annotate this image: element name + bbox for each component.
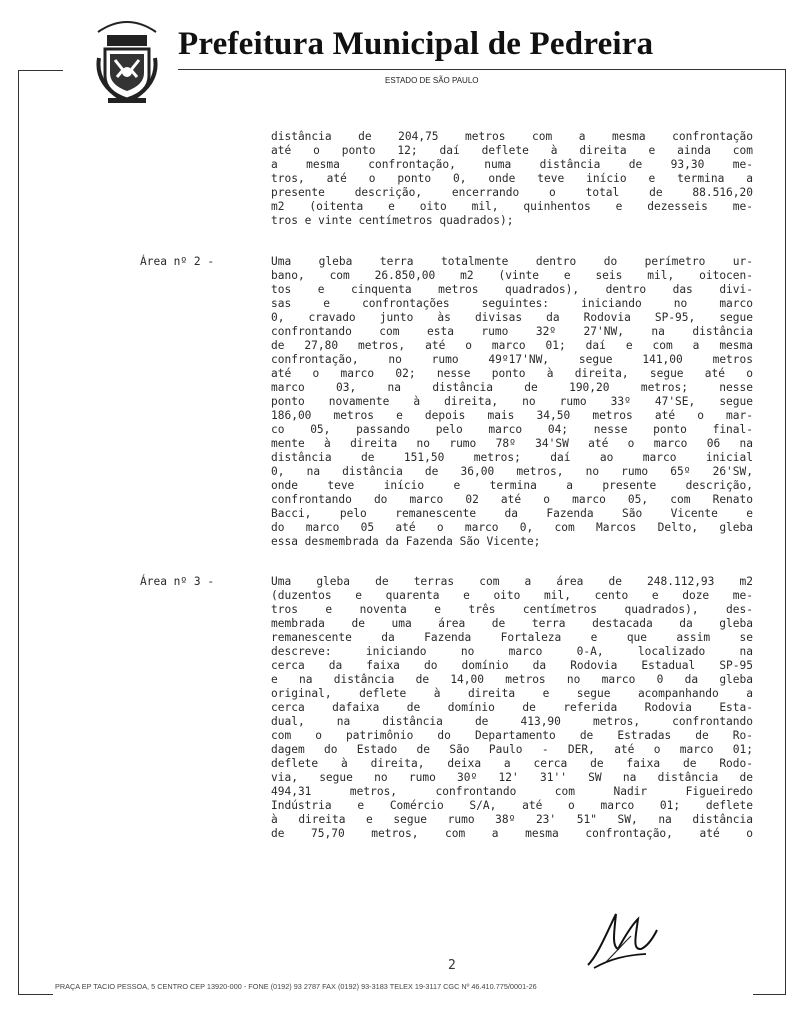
area-3-line: Uma gleba de terras com a área de 248.112,93 m2 <box>271 575 753 588</box>
municipal-seal-icon <box>92 10 162 106</box>
continuation-line: m2 (oitenta e oito mil, quinhentos e dezesseis me- <box>271 200 753 213</box>
area-3-line: à direita e segue rumo 38º 23' 51" SW, na distância <box>271 813 753 826</box>
area-3-line: Indústria e Comércio S/A, até o marco 01; deflete <box>271 799 753 812</box>
area-3-line: com o patrimônio do Departamento de Estradas de Ro- <box>271 729 753 742</box>
continuation-line: tros, até o ponto 0, onde teve início e termina a <box>271 172 753 185</box>
area-3-line: cerca dafaixa de domínio de referida Rodovia Esta- <box>271 701 753 714</box>
area-3-label: Área nº 3 - <box>140 575 215 588</box>
area-2-line: distância de 151,50 metros; daí ao marco inicial <box>271 451 753 464</box>
area-3-line: e na distância de 14,00 metros no marco 0 da gleba <box>271 673 753 686</box>
area-3-line: dual, na distância de 413,90 metros, confrontando <box>271 715 753 728</box>
area-2-line: confrontação, no rumo 49º17'NW, segue 141,00 metros <box>271 353 753 366</box>
area-2-line: essa desmembrada da Fazenda São Vicente; <box>271 535 541 548</box>
header-rule-right <box>178 69 785 70</box>
continuation-line: a mesma confrontação, numa distância de 93,30 me- <box>271 158 753 171</box>
area-3-line: dagem do Estado de São Paulo - DER, até o marco 01; <box>271 743 753 756</box>
area-3-line: tros e noventa e três centímetros quadrados), des- <box>271 603 753 616</box>
area-2-label: Área nº 2 - <box>140 255 215 268</box>
page-title: Prefeitura Municipal de Pedreira <box>178 26 654 62</box>
area-2-line: até o marco 02; nesse ponto à direita, segue até o <box>271 367 753 380</box>
continuation-line: tros e vinte centímetros quadrados); <box>271 214 514 227</box>
area-2-line: 0, na distância de 36,00 metros, no rumo 65º 26'SW, <box>271 465 753 478</box>
header-rule-left <box>18 70 63 71</box>
left-border <box>18 70 19 995</box>
area-3-line: (duzentos e quarenta e oito mil, cento e doze me- <box>271 589 753 602</box>
area-2-line: do marco 05 até o marco 0, com Marcos Delto, gleba <box>271 521 753 534</box>
area-3-line: original, deflete à direita e segue acompanhando a <box>271 687 753 700</box>
page-number: 2 <box>448 958 456 973</box>
area-2-line: confrontando do marco 02 até o marco 05, com Renato <box>271 493 753 506</box>
area-3-line: 494,31 metros, confrontando com Nadir Figueiredo <box>271 785 753 798</box>
area-2-line: mente à direita no rumo 78º 34'SW até o marco 06 na <box>271 437 753 450</box>
area-2-line: Bacci, pelo remanescente da Fazenda São Vicente e <box>271 507 753 520</box>
footer-rule-right <box>753 994 785 995</box>
continuation-line: até o ponto 12; daí deflete à direita e ainda com <box>271 144 753 157</box>
area-2-line: 0, cravado junto às divisas da Rodovia SP-95, segue <box>271 311 753 324</box>
area-2-line: 186,00 metros e depois mais 34,50 metros até o mar- <box>271 409 753 422</box>
area-2-line: co 05, passando pelo marco 04; nesse ponto final- <box>271 423 753 436</box>
area-2-line: de 27,80 metros, até o marco 01; daí e com a mesma <box>271 339 753 352</box>
area-3-line: deflete à direita, deixa a cerca de faixa de Rodo- <box>271 757 753 770</box>
continuation-line: distância de 204,75 metros com a mesma confrontação <box>271 130 753 143</box>
footer-address: PRAÇA EP TACIO PESSOA, 5 CENTRO CEP 13920-000 - FONE (0192) 93 2787 FAX (0192) 93-3183 TELEX 19-3117 CGC Nº 46.410.775/0001-26 <box>55 982 537 991</box>
area-3-line: descreve: iniciando no marco 0-A, localizado na <box>271 645 753 658</box>
area-2-line: onde teve início e termina a presente descrição, <box>271 479 753 492</box>
area-3-line: de 75,70 metros, com a mesma confrontação, até o <box>271 827 753 840</box>
right-border <box>785 69 786 995</box>
area-3-line: membrada de uma área de terra destacada da gleba <box>271 617 753 630</box>
footer-rule-left <box>18 994 53 995</box>
area-2-line: Uma gleba terra totalmente dentro do perímetro ur- <box>271 255 753 268</box>
area-2-line: tos e cinquenta metros quadrados), dentro das divi- <box>271 283 753 296</box>
handwritten-signature <box>580 910 660 974</box>
area-2-line: ponto novamente à direita, no rumo 33º 47'SE, segue <box>271 395 753 408</box>
area-2-line: confrontando com esta rumo 32º 27'NW, na distância <box>271 325 753 338</box>
area-2-line: bano, com 26.850,00 m2 (vinte e seis mil, oitocen- <box>271 269 753 282</box>
area-3-line: cerca da faixa do domínio da Rodovia Estadual SP-95 <box>271 659 753 672</box>
area-2-line: sas e confrontações seguintes: iniciando no marco <box>271 297 753 310</box>
continuation-line: presente descrição, encerrando o total de 88.516,20 <box>271 186 753 199</box>
page-subtitle: ESTADO DE SÃO PAULO <box>385 76 479 85</box>
area-2-line: marco 03, na distância de 190,20 metros; nesse <box>271 381 753 394</box>
area-3-line: via, segue no rumo 30º 12' 31'' SW na distância de <box>271 771 753 784</box>
area-3-line: remanescente da Fazenda Fortaleza e que assim se <box>271 631 753 644</box>
